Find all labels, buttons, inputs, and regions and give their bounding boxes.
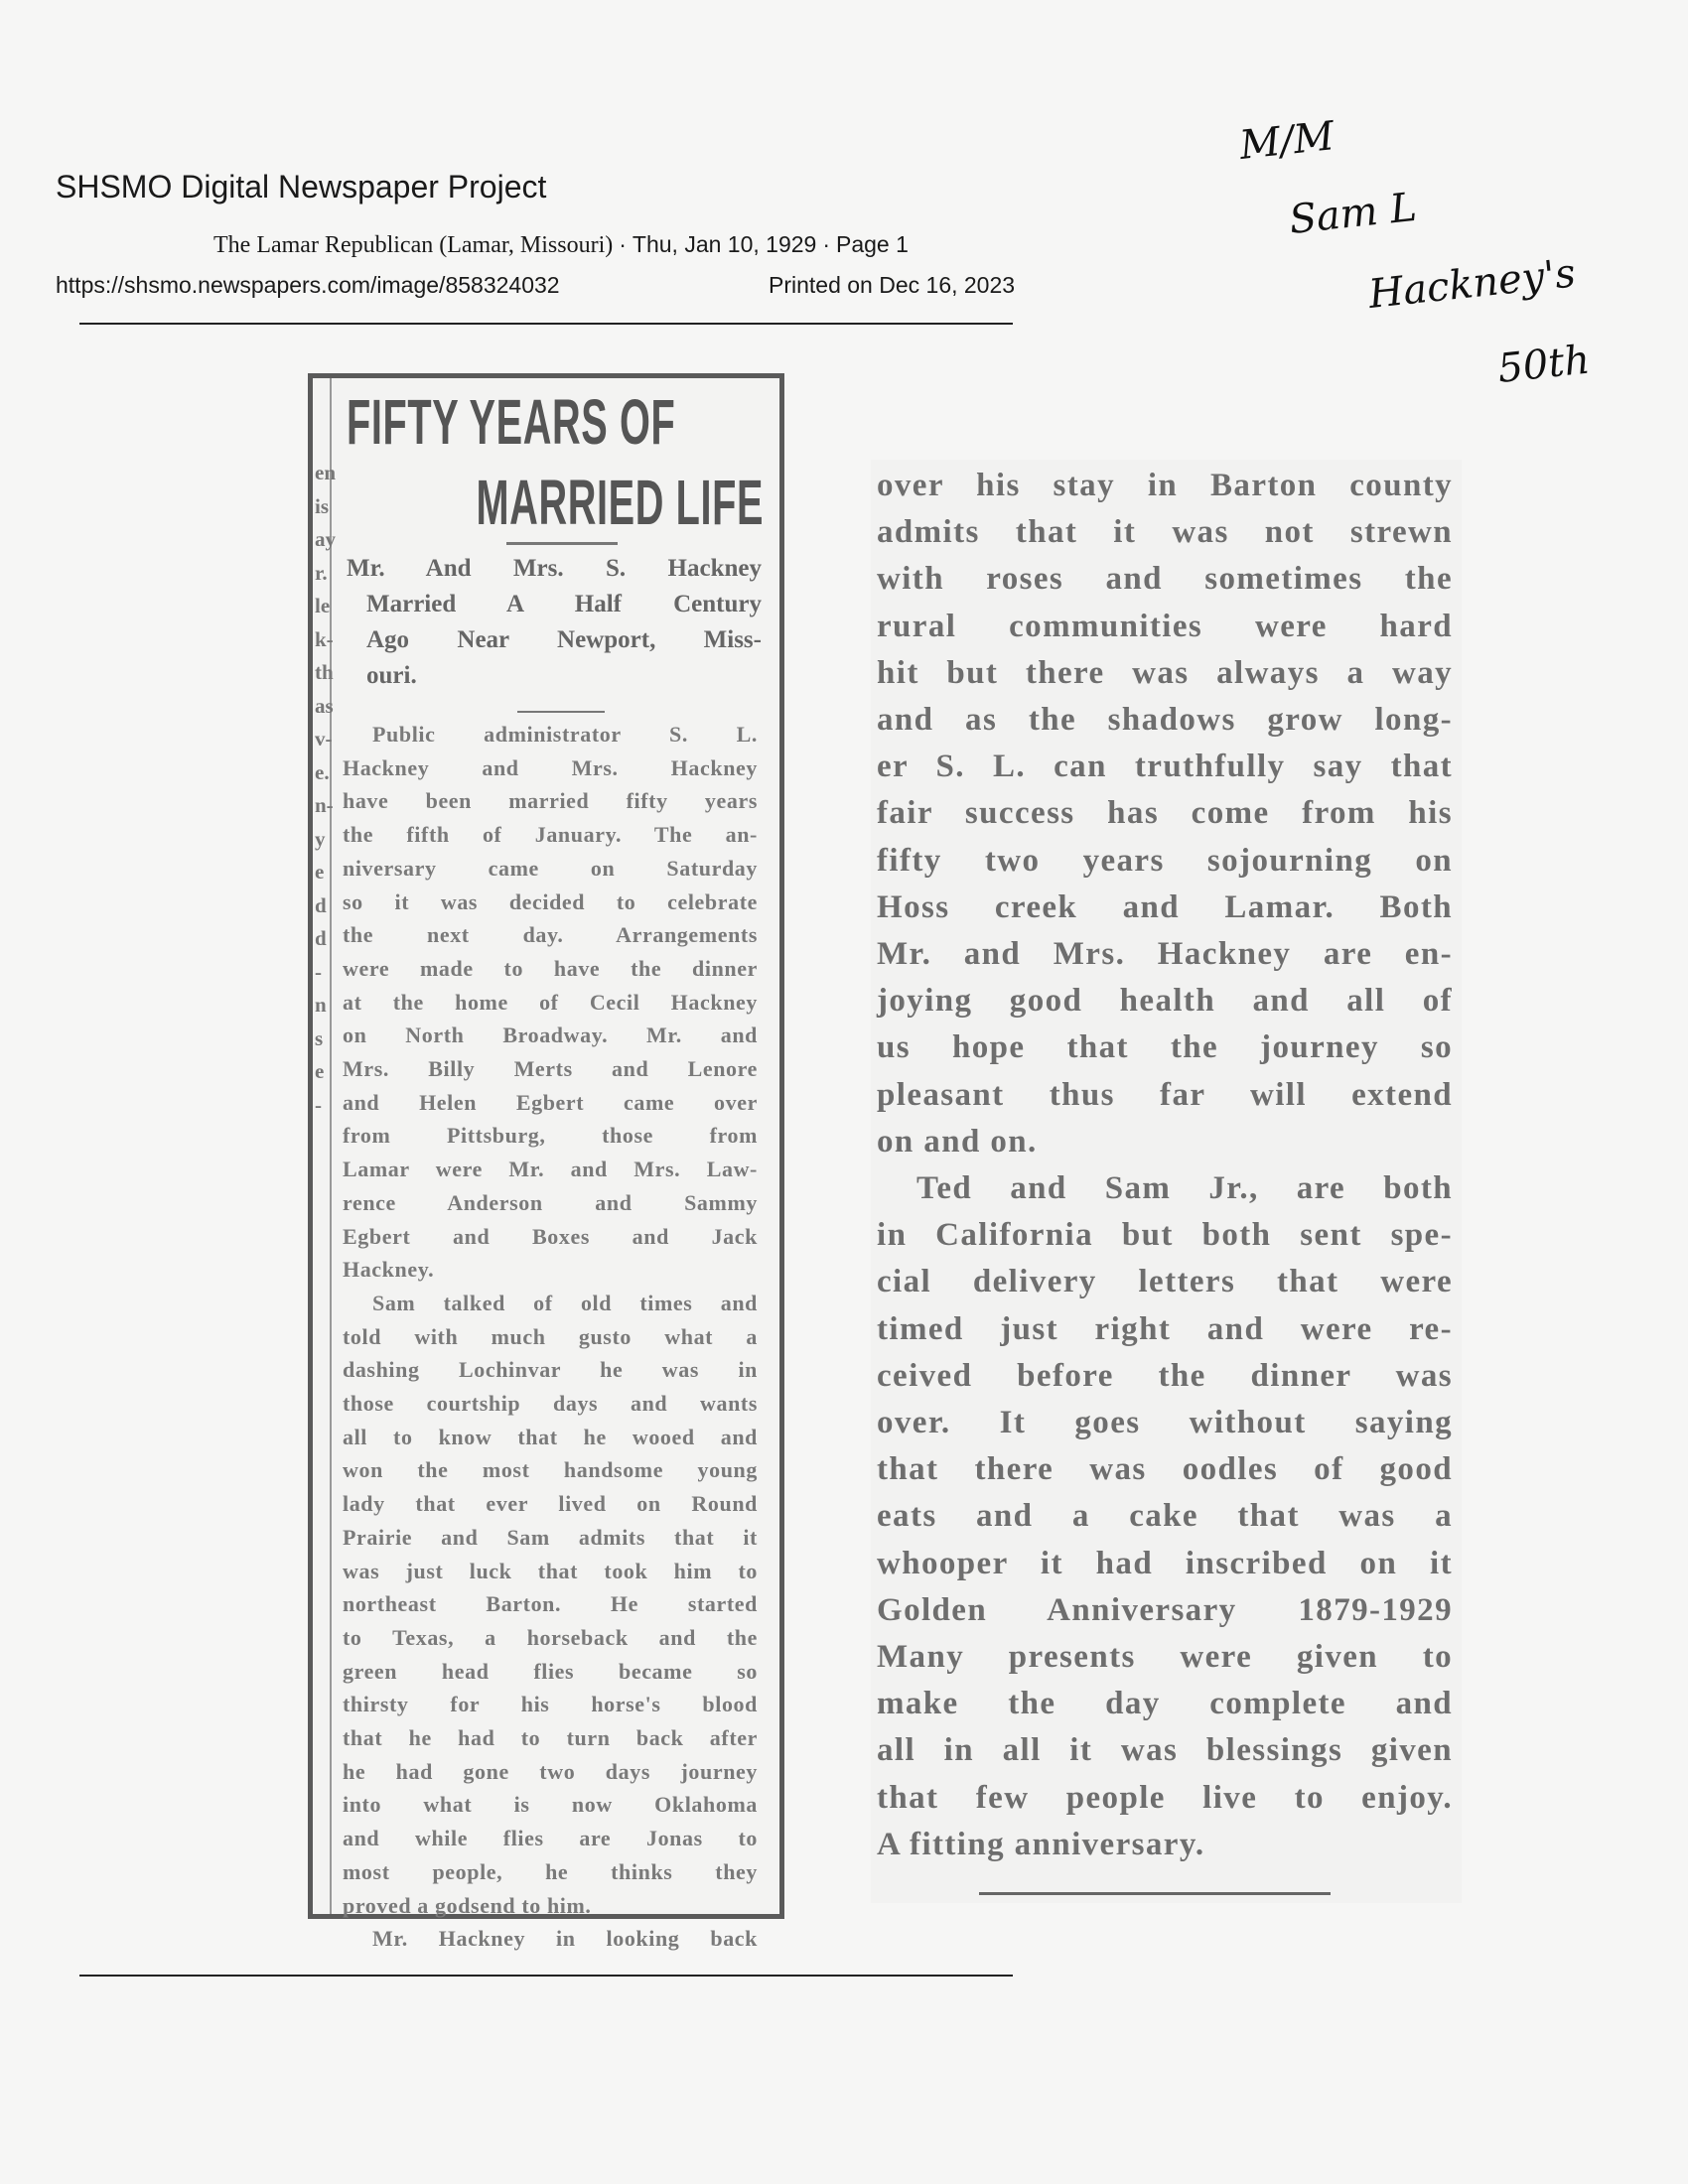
text-line: and Helen Egbert came over: [343, 1089, 758, 1115]
text-line: dashing Lochinvar he was in: [343, 1357, 758, 1383]
text-line: timed just right and were re-: [877, 1310, 1453, 1347]
text-line: Egbert and Boxes and Jack: [343, 1223, 758, 1249]
source-url[interactable]: https://shsmo.newspapers.com/image/858324032: [56, 272, 560, 298]
separator: ·: [619, 231, 627, 257]
text-line: that few people live to enjoy.: [877, 1779, 1453, 1816]
text-line: A fitting anniversary.: [877, 1826, 1205, 1862]
text-line: to Texas, a horseback and the: [343, 1624, 758, 1650]
text-line: most people, he thinks they: [343, 1858, 758, 1884]
handwritten-line: M/M: [1237, 113, 1336, 169]
fragment-text: n: [315, 993, 327, 1017]
footer-divider: [79, 1975, 1013, 1977]
handwritten-note: [1221, 99, 1678, 417]
text-line: Golden Anniversary 1879-1929: [877, 1591, 1453, 1628]
fragment-text: as: [315, 693, 334, 718]
text-line: thirsty for his horse's blood: [343, 1692, 758, 1717]
subhead-line: ouri.: [366, 662, 417, 689]
text-line: that he had to turn back after: [343, 1725, 758, 1750]
text-line: Sam talked of old times and: [372, 1290, 758, 1315]
text-line: all in all it was blessings given: [877, 1732, 1453, 1769]
text-line: on and on.: [877, 1123, 1038, 1160]
fragment-text: -: [315, 959, 322, 984]
text-line: proved a godsend to him.: [343, 1892, 592, 1918]
text-line: eats and a cake that was a: [877, 1498, 1453, 1535]
text-line: Prairie and Sam admits that it: [343, 1524, 758, 1550]
fragment-text: -: [315, 1092, 322, 1117]
column-rule: [330, 378, 332, 1914]
text-line: rural communities were hard: [877, 608, 1453, 644]
text-line: cial delivery letters that were: [877, 1264, 1453, 1300]
text-line: rence Anderson and Sammy: [343, 1189, 758, 1215]
text-line: over his stay in Barton county: [877, 468, 1453, 503]
fragment-text: is: [315, 493, 330, 518]
fragment-text: s: [315, 1025, 324, 1050]
text-line: from Pittsburg, those from: [343, 1123, 758, 1149]
printed-date: Printed on Dec 16, 2023: [769, 272, 1016, 298]
text-line: with roses and sometimes the: [877, 561, 1453, 598]
text-line: the fifth of January. The an-: [343, 822, 758, 848]
text-line: told with much gusto what a: [343, 1323, 758, 1349]
text-line: at the home of Cecil Hackney: [343, 989, 758, 1015]
fragment-text: y: [315, 826, 326, 851]
fragment-text: e.: [315, 759, 330, 784]
fragment-text: ay: [315, 527, 336, 551]
fragment-text: e: [315, 1059, 325, 1083]
text-line: Mr. Hackney in looking back: [372, 1926, 758, 1952]
text-line: hit but there was always a way: [877, 654, 1453, 691]
text-line: ceived before the dinner was: [877, 1357, 1453, 1394]
text-line: have been married fifty years: [343, 788, 758, 814]
text-line: and while flies are Jonas to: [343, 1826, 758, 1851]
text-line: and as the shadows grow long-: [877, 702, 1453, 738]
headline-line-2: MARRIED LIFE: [476, 467, 764, 538]
issue-date: Thu, Jan 10, 1929: [632, 231, 817, 257]
text-line: Lamar were Mr. and Mrs. Law-: [343, 1157, 758, 1182]
headline-line-1: FIFTY YEARS OF: [347, 386, 676, 458]
subhead-line: Married A Half Century: [366, 591, 762, 617]
text-line: Mr. and Mrs. Hackney are en-: [877, 936, 1453, 972]
text-line: on North Broadway. Mr. and: [343, 1023, 758, 1048]
fragment-text: e: [315, 860, 325, 884]
text-line: the next day. Arrangements: [343, 922, 758, 948]
text-line: fair success has come from his: [877, 795, 1453, 832]
text-line: so it was decided to celebrate: [343, 888, 758, 914]
text-line: into what is now Oklahoma: [343, 1792, 758, 1818]
handwritten-line: Sam L: [1287, 184, 1419, 243]
handwritten-line: Hackney's: [1366, 250, 1578, 318]
text-line: all to know that he wooed and: [343, 1424, 758, 1449]
fragment-text: n-: [315, 793, 334, 817]
text-line: er S. L. can truthfully say that: [877, 749, 1453, 785]
text-line: us hope that the journey so: [877, 1029, 1453, 1066]
header-divider: [79, 323, 1013, 325]
fragment-text: d: [315, 926, 327, 950]
article-clipping-left: [308, 373, 784, 1952]
text-line: whooper it had inscribed on it: [877, 1545, 1453, 1581]
text-line: green head flies became so: [343, 1658, 758, 1684]
text-line: in California but both sent spe-: [877, 1217, 1453, 1254]
subhead-line: Mr. And Mrs. S. Hackney: [347, 555, 762, 582]
text-line: pleasant thus far will extend: [877, 1076, 1453, 1113]
project-title: SHSMO Digital Newspaper Project: [56, 169, 547, 205]
fragment-text: r.: [315, 560, 328, 585]
end-rule: [979, 1892, 1331, 1895]
separator: ·: [822, 231, 830, 257]
text-line: won the most handsome young: [343, 1457, 758, 1483]
text-line: niversary came on Saturday: [343, 855, 758, 881]
text-line: over. It goes without saying: [877, 1405, 1453, 1440]
fragment-text: le: [315, 594, 331, 617]
fragment-text: k-: [315, 626, 334, 651]
handwritten-line: 50th: [1495, 337, 1593, 392]
text-line: he had gone two days journey: [343, 1758, 758, 1784]
fragment-text: d: [315, 892, 327, 917]
text-line: Public administrator S. L.: [372, 722, 758, 747]
text-line: northeast Barton. He started: [343, 1591, 758, 1617]
text-line: admits that it was not strewn: [877, 514, 1453, 551]
text-line: those courtship days and wants: [343, 1391, 758, 1416]
text-line: Hackney and Mrs. Hackney: [343, 754, 758, 780]
text-line: lady that ever lived on Round: [343, 1491, 758, 1517]
text-line: was just luck that took him to: [343, 1558, 758, 1583]
article-clipping-right: [871, 460, 1462, 1903]
subhead-line: Ago Near Newport, Miss-: [366, 626, 762, 653]
citation-line: [213, 231, 909, 259]
text-line: that there was oodles of good: [877, 1451, 1453, 1488]
text-line: Hoss creek and Lamar. Both: [877, 888, 1453, 925]
publication-name: The Lamar Republican (Lamar, Missouri): [213, 232, 614, 258]
fragment-text: th: [315, 660, 334, 684]
page-number: Page 1: [836, 231, 909, 257]
text-line: Ted and Sam Jr., are both: [916, 1170, 1453, 1206]
fragment-text: en: [315, 461, 336, 484]
text-line: fifty two years sojourning on: [877, 842, 1453, 879]
fragment-text: v-: [315, 727, 333, 751]
text-line: Many presents were given to: [877, 1639, 1453, 1675]
text-line: were made to have the dinner: [343, 955, 758, 981]
text-line: make the day complete and: [877, 1686, 1453, 1722]
text-line: joying good health and all of: [877, 983, 1453, 1020]
headline-rule: [506, 542, 618, 545]
subhead-rule: [517, 711, 605, 713]
text-line: Hackney.: [343, 1257, 435, 1283]
text-line: Mrs. Billy Merts and Lenore: [343, 1056, 758, 1081]
